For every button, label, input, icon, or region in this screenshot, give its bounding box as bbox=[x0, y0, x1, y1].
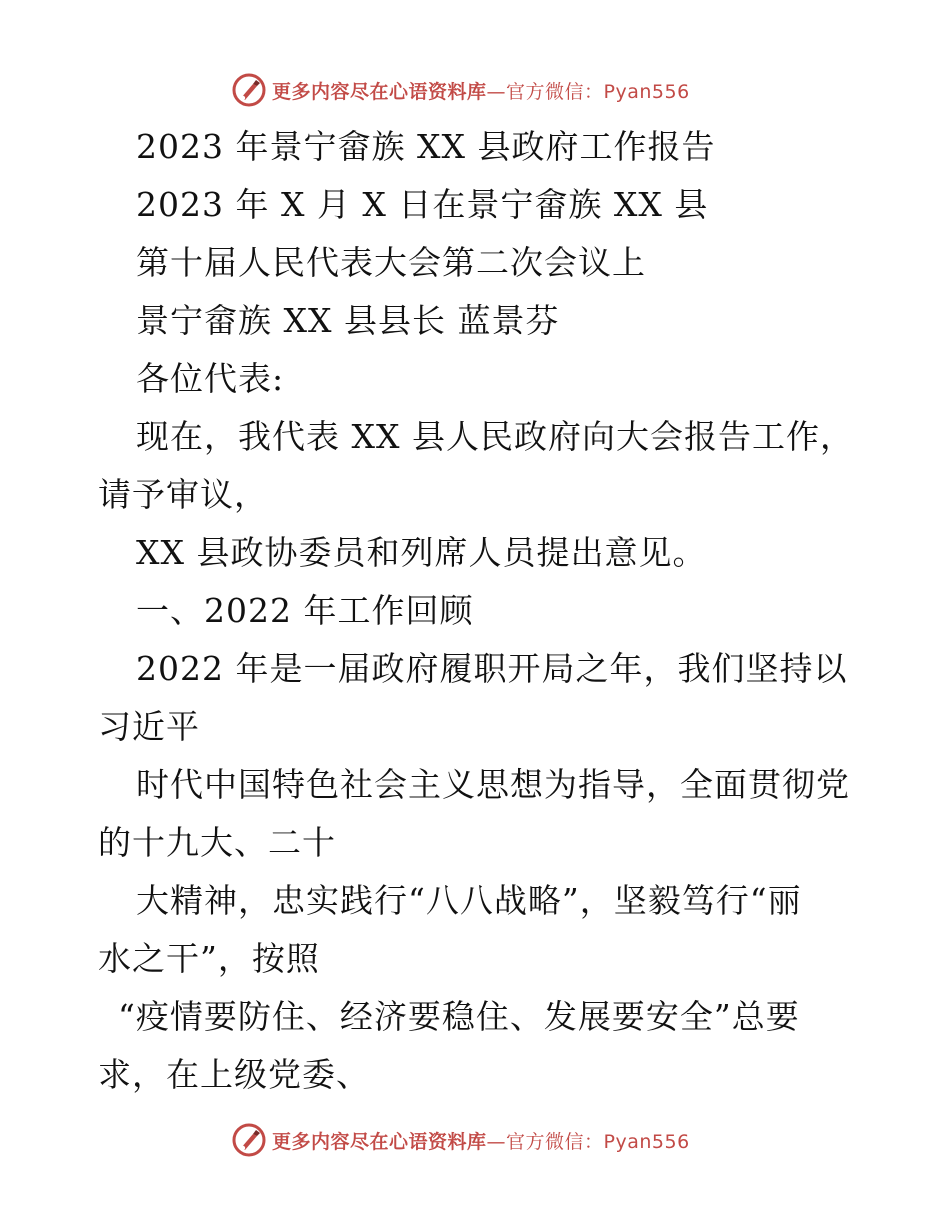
salutation: 各位代表: bbox=[136, 359, 285, 398]
paragraph-line: 2022 年是一届政府履职开局之年，我们坚持以 bbox=[136, 649, 848, 688]
paragraph-line: 求，在上级党委、 bbox=[98, 1055, 370, 1094]
paragraph-line: 时代中国特色社会主义思想为指导，全面贯彻党 bbox=[136, 765, 850, 804]
paragraph-line: 习近平 bbox=[98, 707, 200, 746]
section-heading: 一、2022 年工作回顾 bbox=[136, 591, 474, 630]
pen-seal-logo-icon bbox=[232, 73, 266, 107]
report-title: 2023 年景宁畲族 XX 县政府工作报告 bbox=[136, 127, 716, 166]
pen-seal-logo-icon bbox=[232, 1123, 266, 1157]
document-body bbox=[98, 118, 858, 1104]
report-author-line: 景宁畲族 XX 县县长 蓝景芬 bbox=[136, 301, 560, 340]
paragraph-line: XX 县政协委员和列席人员提出意见。 bbox=[136, 533, 707, 572]
report-date-line: 2023 年 X 月 X 日在景宁畲族 XX 县 bbox=[136, 185, 709, 224]
report-meeting-line: 第十届人民代表大会第二次会议上 bbox=[136, 243, 646, 282]
paragraph-line: 请予审议， bbox=[98, 475, 268, 514]
paragraph-line: 的十九大、二十 bbox=[98, 823, 336, 862]
paragraph-line: 现在，我代表 XX 县人民政府向大会报告工作， bbox=[136, 417, 854, 456]
banner-text: 更多内容尽在心语资料库—官方微信：Pyan556 bbox=[272, 80, 690, 103]
header-watermark-banner bbox=[232, 70, 752, 110]
footer-watermark-banner bbox=[232, 1120, 752, 1160]
paragraph-line: 大精神，忠实践行“八八战略”，坚毅笃行“丽 bbox=[136, 881, 802, 920]
banner-text: 更多内容尽在心语资料库—官方微信：Pyan556 bbox=[272, 1130, 690, 1153]
paragraph-line: 水之干”，按照 bbox=[98, 939, 320, 978]
paragraph-line: “疫情要防住、经济要稳住、发展要安全”总要 bbox=[118, 997, 800, 1036]
